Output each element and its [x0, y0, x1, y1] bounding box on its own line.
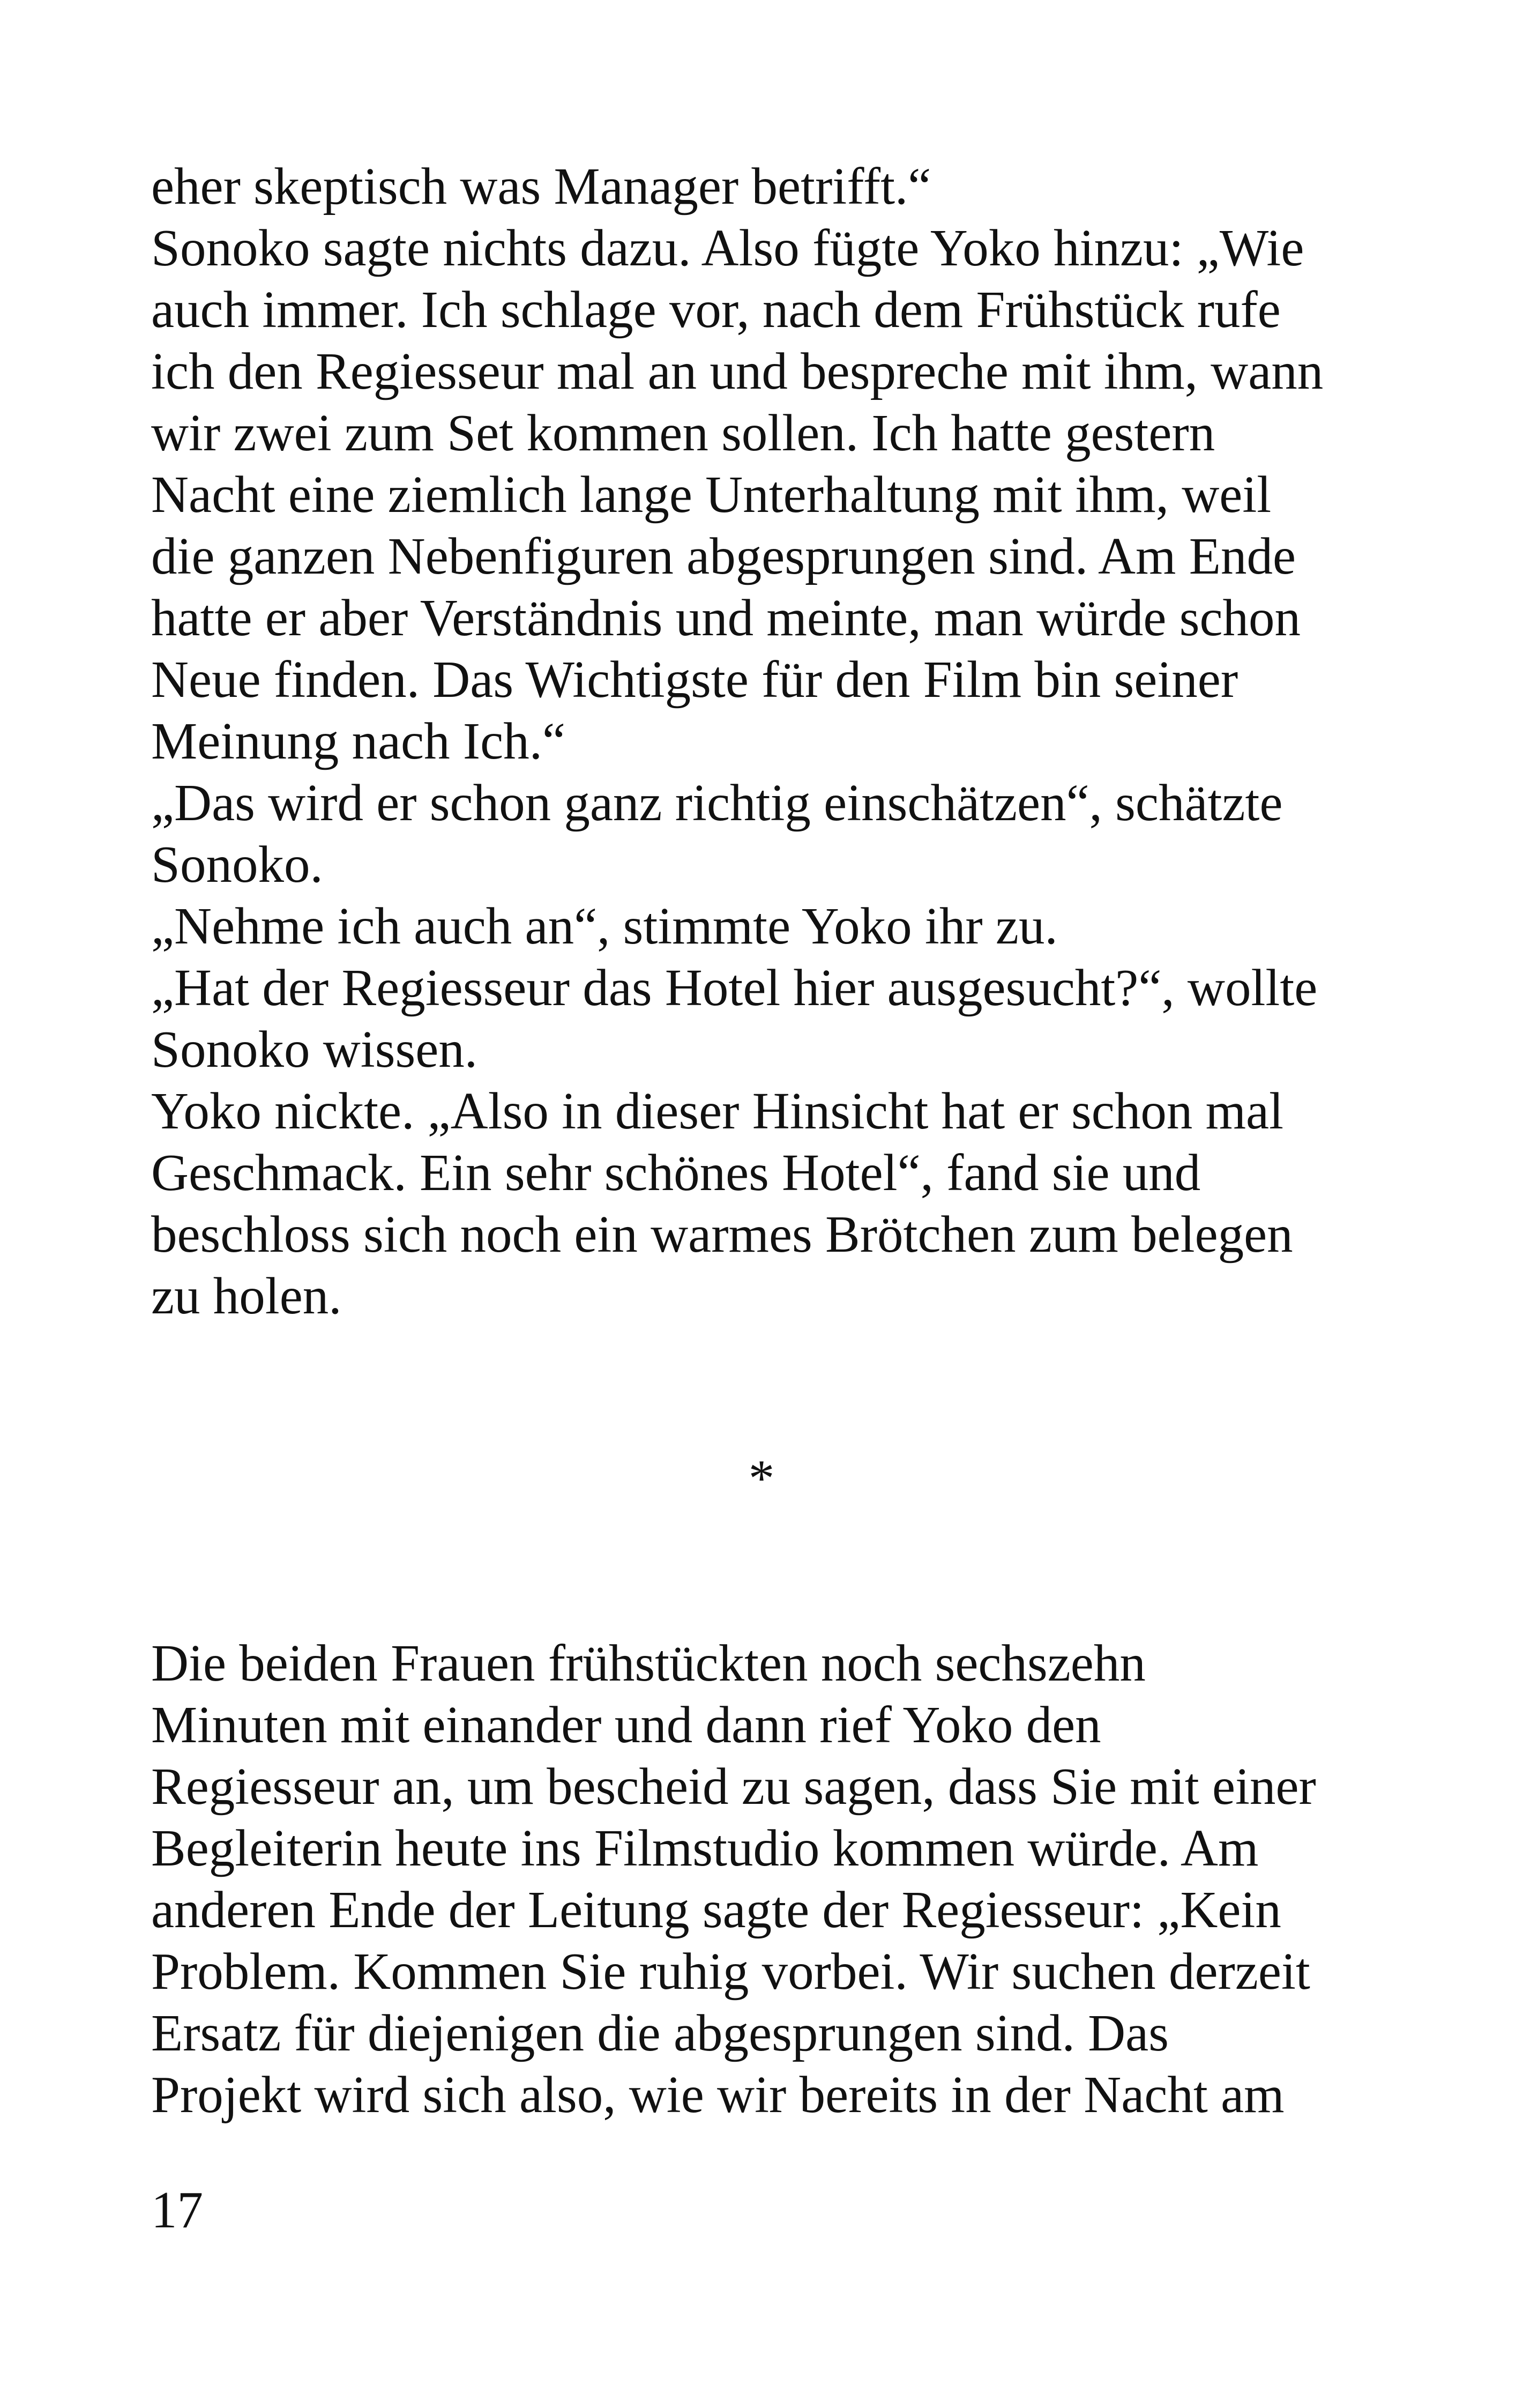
text-line: eher skeptisch was Manager betrifft.“ [151, 158, 931, 215]
text-line: Ersatz für diejenigen die abgesprungen sind. Das [151, 2004, 1169, 2062]
text-line: „Das wird er schon ganz richtig einschätzen“, schätzte [151, 774, 1283, 831]
text-line: Meinung nach Ich.“ [151, 712, 566, 770]
text-line: wir zwei zum Set kommen sollen. Ich hatte gestern [151, 404, 1215, 462]
page-number: 17 [151, 2181, 203, 2239]
text-line: auch immer. Ich schlage vor, nach dem Frühstück rufe [151, 281, 1281, 338]
body-text-bottom [151, 1632, 1384, 2125]
text-line: „Hat der Regiesseur das Hotel hier ausgesucht?“, wollte [151, 959, 1318, 1016]
text-line: beschloss sich noch ein warmes Brötchen zum belegen [151, 1206, 1293, 1263]
text-line: Sonoko sagte nichts dazu. Also fügte Yoko hinzu: „Wie [151, 219, 1304, 277]
text-line: Begleiterin heute ins Filmstudio kommen würde. Am [151, 1819, 1259, 1877]
text-line: Projekt wird sich also, wie wir bereits in der Nacht am [151, 2066, 1285, 2123]
text-line: Regiesseur an, um bescheid zu sagen, dass Sie mit einer [151, 1758, 1316, 1815]
body-text-top [151, 155, 1384, 1327]
text-line: Sonoko. [151, 836, 323, 893]
text-line: „Nehme ich auch an“, stimmte Yoko ihr zu. [151, 897, 1058, 955]
section-separator: * [748, 1450, 775, 1507]
text-line: die ganzen Nebenfiguren abgesprungen sind. Am Ende [151, 527, 1296, 585]
text-line: Die beiden Frauen frühstückten noch sechszehn [151, 1634, 1146, 1692]
text-line: Geschmack. Ein sehr schönes Hotel“, fand sie und [151, 1144, 1201, 1201]
text-line: Neue finden. Das Wichtigste für den Film bin seiner [151, 651, 1238, 708]
text-line: ich den Regiesseur mal an und bespreche mit ihm, wann [151, 343, 1324, 400]
text-line: Minuten mit einander und dann rief Yoko den [151, 1696, 1101, 1753]
text-line: Sonoko wissen. [151, 1021, 477, 1078]
text-line: Nacht eine ziemlich lange Unterhaltung mit ihm, weil [151, 466, 1272, 523]
text-line: Yoko nickte. „Also in dieser Hinsicht hat er schon mal [151, 1082, 1284, 1140]
text-line: hatte er aber Verständnis und meinte, man würde schon [151, 589, 1301, 646]
text-line: Problem. Kommen Sie ruhig vorbei. Wir suchen derzeit [151, 1943, 1310, 2000]
text-line: zu holen. [151, 1267, 342, 1325]
text-line: anderen Ende der Leitung sagte der Regiesseur: „Kein [151, 1881, 1281, 1938]
